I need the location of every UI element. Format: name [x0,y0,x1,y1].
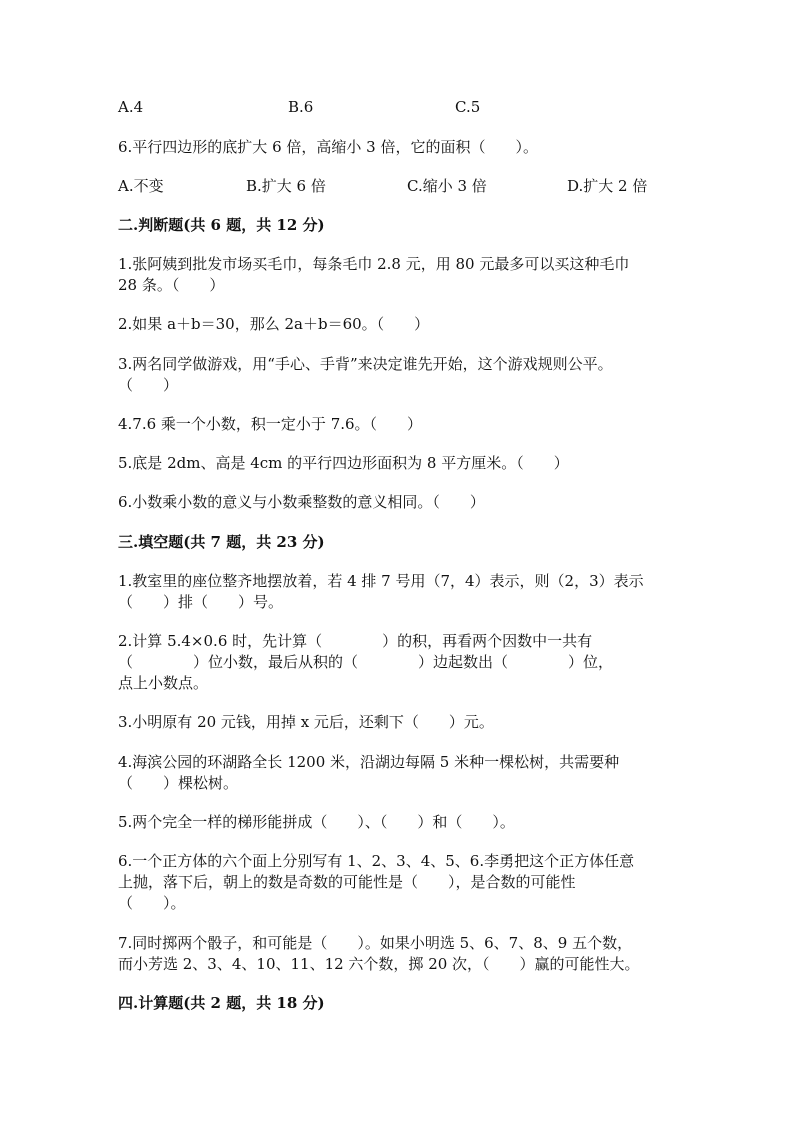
s2-item1-line2: 28 条。（ ） [118,276,225,294]
s2-item3-line2: （ ） [118,376,179,394]
s3-item2-line3: 点上小数点。 [118,674,209,692]
q6-option-d: D.扩大 2 倍 [567,177,648,195]
s3-item6-line3: （ ）。 [118,894,186,912]
s2-item4-line1: 4.7.6 乘一个小数，积一定小于 7.6。（ ） [118,415,423,433]
s3-item2-line2: （ ）位小数，最后从积的（ ）边起数出（ ）位， [118,653,614,671]
s2-item6-line1: 6.小数乘小数的意义与小数乘整数的意义相同。（ ） [118,493,485,511]
s3-item2-line1: 2.计算 5.4×0.6 时，先计算（ ）的积，再看两个因数中一共有 [118,632,593,650]
s3-item1-line2: （ ）排（ ）号。 [118,593,284,611]
s2-item5-line1: 5.底是 2dm、高是 4cm 的平行四边形面积为 8 平方厘米。（ ） [118,454,569,472]
section3-heading: 三.填空题(共 7 题，共 23 分) [118,533,325,551]
section2-heading: 二.判断题(共 6 题，共 12 分) [118,216,325,234]
s3-item7-line2: 而小芳选 2、3、4、10、11、12 六个数，掷 20 次，（ ）赢的可能性大。 [118,955,640,973]
s3-item3-line1: 3.小明原有 20 元钱，用掉 x 元后，还剩下（ ）元。 [118,713,494,731]
s3-item4-line1: 4.海滨公园的环湖路全长 1200 米，沿湖边每隔 5 米种一棵松树，共需要种 [118,753,620,771]
q6-text: 6.平行四边形的底扩大 6 倍，高缩小 3 倍，它的面积（ ）。 [118,138,538,156]
s2-item2-line1: 2.如果 a＋b＝30，那么 2a＋b＝60。（ ） [118,315,430,333]
s3-item1-line1: 1.教室里的座位整齐地摆放着，若 4 排 7 号用（7，4）表示，则（2，3）表示 [118,572,644,590]
s2-item1-line1: 1.张阿姨到批发市场买毛巾，每条毛巾 2.8 元，用 80 元最多可以买这种毛巾 [118,255,630,273]
s2-item3-line1: 3.两名同学做游戏，用“手心、手背”来决定谁先开始，这个游戏规则公平。 [118,355,613,373]
q5-option-a: A.4 [118,98,144,116]
s3-item6-line2: 上抛，落下后，朝上的数是奇数的可能性是（ ），是合数的可能性 [118,873,576,891]
s3-item6-line1: 6.一个正方体的六个面上分别写有 1、2、3、4、5、6.李勇把这个正方体任意 [118,852,635,870]
q6-option-c: C.缩小 3 倍 [407,177,487,195]
s3-item4-line2: （ ）棵松树。 [118,774,239,792]
q6-option-a: A.不变 [118,177,164,195]
s3-item5-line1: 5.两个完全一样的梯形能拼成（ ）、（ ）和（ ）。 [118,813,515,831]
q5-option-b: B.6 [288,98,314,116]
q5-option-c: C.5 [455,98,481,116]
q6-option-b: B.扩大 6 倍 [246,177,326,195]
s3-item7-line1: 7.同时掷两个骰子，和可能是（ ）。如果小明选 5、6、7、8、9 五个数， [118,934,633,952]
section4-heading: 四.计算题(共 2 题，共 18 分) [118,994,325,1012]
